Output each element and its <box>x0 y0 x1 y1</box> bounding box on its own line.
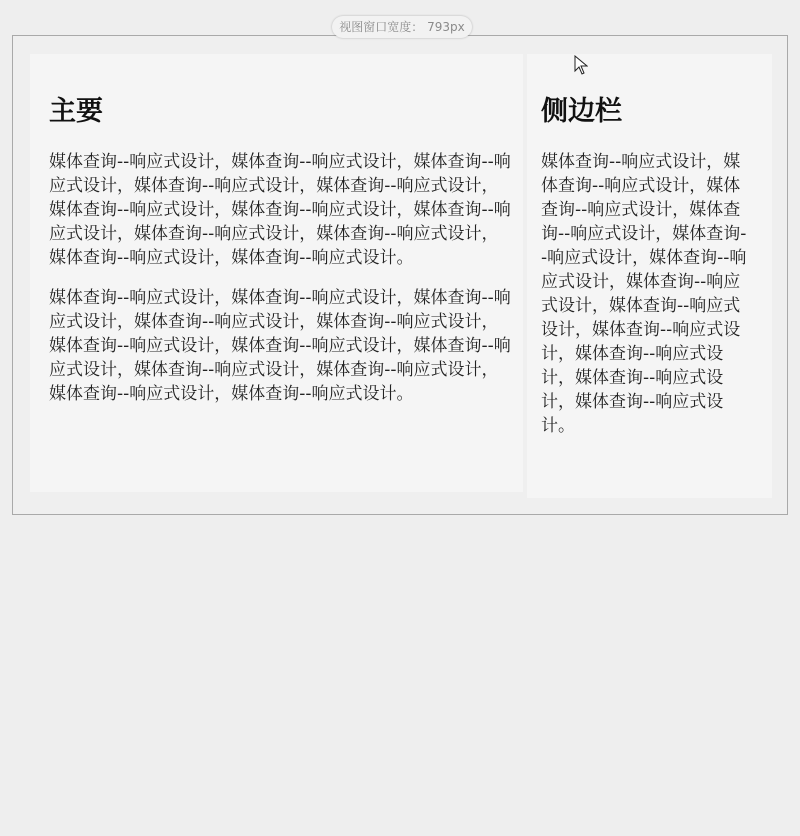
viewport-width-label: 视图窗口宽度： <box>339 20 424 34</box>
viewport-width-value: 793px <box>427 20 465 34</box>
main-content <box>30 54 523 492</box>
mouse-pointer-icon <box>574 55 588 75</box>
sidebar <box>527 54 772 498</box>
main-heading: 主要 <box>49 96 103 127</box>
viewport-frame <box>12 35 788 515</box>
sidebar-heading: 侧边栏 <box>541 96 622 127</box>
page-layout <box>30 54 772 496</box>
main-paragraph-2: 媒体查询--响应式设计，媒体查询--响应式设计，媒体查询--响应式设计，媒体查询--响应式设计，媒体查询--响应式设计，媒体查询--响应式设计，媒体查询--响应式设计，媒体查询--响应式设计，媒体查询--响应式设计，媒体查询--响应式设计，媒体查询--响应式设计，媒体查询--响应式设计。 <box>49 288 511 404</box>
viewport-width-badge <box>332 16 472 38</box>
sidebar-paragraph: 媒体查询--响应式设计，媒体查询--响应式设计，媒体查询--响应式设计，媒体查询--响应式设计，媒体查询--响应式设计，媒体查询--响应式设计，媒体查询--响应式设计，媒体查询--响应式设计，媒体查询--响应式设计，媒体查询--响应式设计，媒体查询--响应式设计，媒体查询--响应式设计。 <box>541 152 747 436</box>
main-paragraph-1: 媒体查询--响应式设计，媒体查询--响应式设计，媒体查询--响应式设计，媒体查询--响应式设计，媒体查询--响应式设计，媒体查询--响应式设计，媒体查询--响应式设计，媒体查询--响应式设计，媒体查询--响应式设计，媒体查询--响应式设计，媒体查询--响应式设计，媒体查询--响应式设计。 <box>49 152 511 268</box>
